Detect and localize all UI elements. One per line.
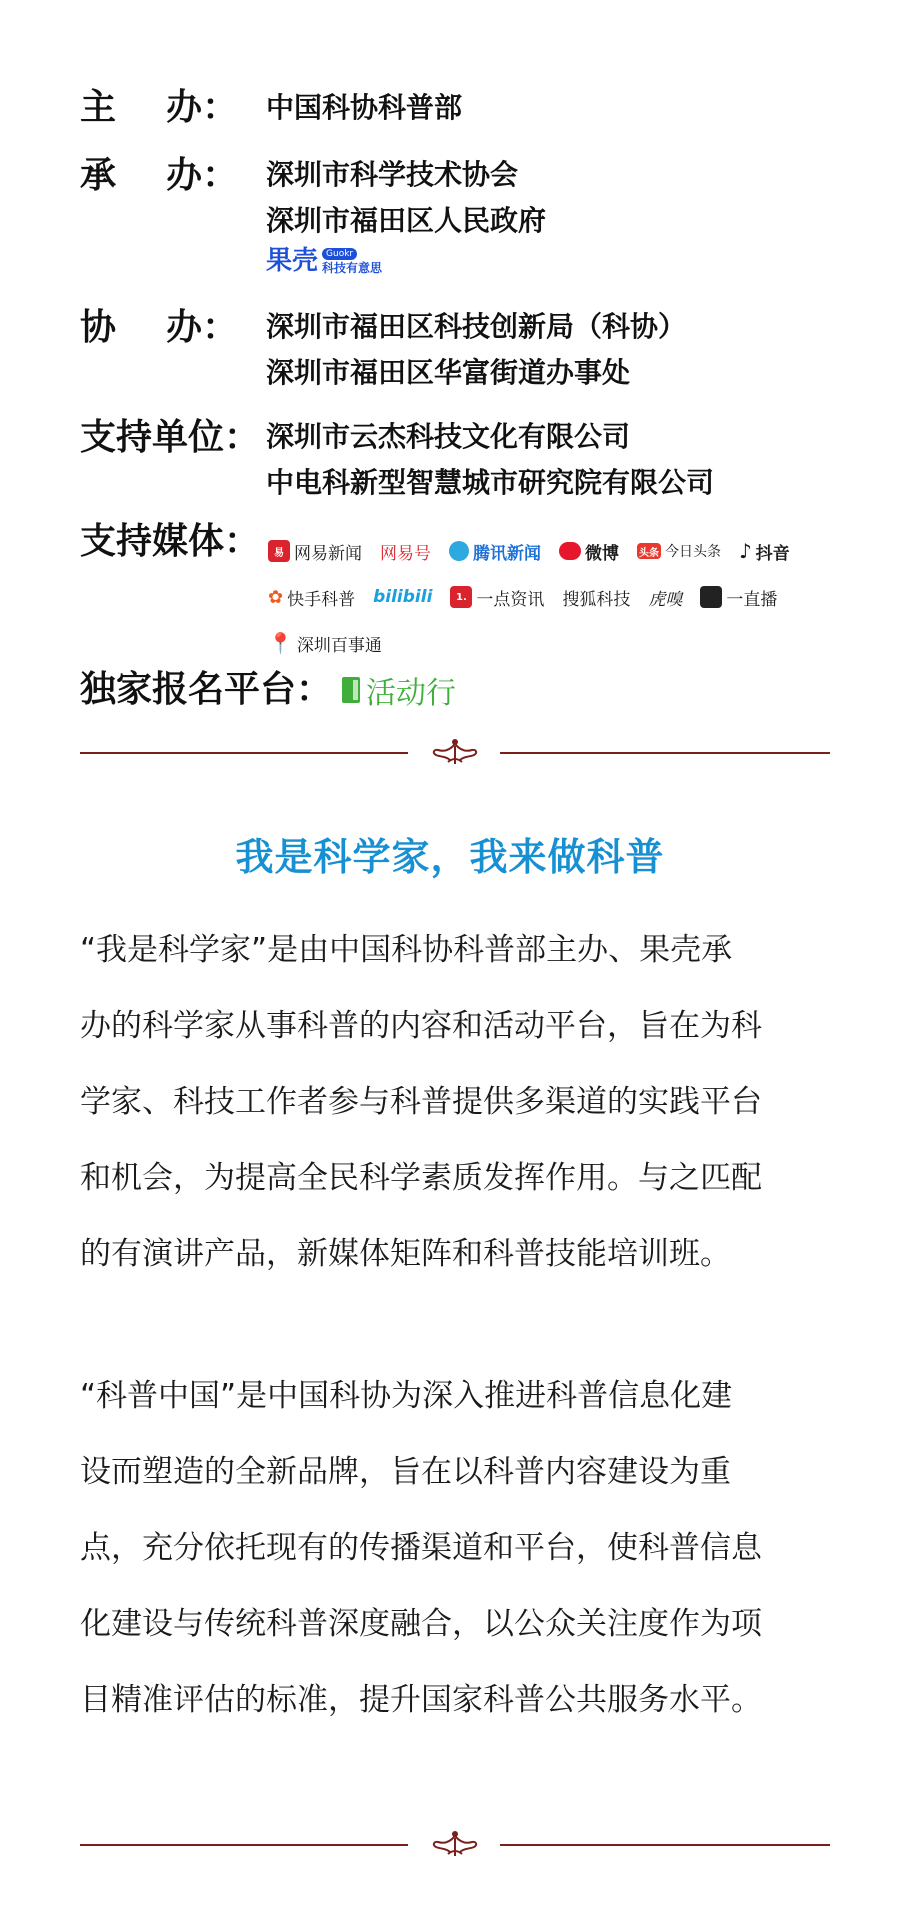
- huodongxing-logo: [342, 668, 456, 712]
- platform-row: [80, 666, 456, 714]
- support-media-label: 支持媒体：: [80, 521, 261, 562]
- media-logo: 1. 一点资讯: [450, 585, 544, 610]
- toutiao-icon: 头条: [637, 543, 661, 559]
- flourish-icon: [420, 738, 490, 768]
- media-logo: 微博: [559, 539, 619, 564]
- guoke-logo-name: 果壳: [266, 246, 319, 276]
- media-logo: ♪ 抖音: [739, 539, 790, 564]
- undertaker-label: 承 办：: [80, 155, 239, 196]
- ornamental-divider: [80, 1830, 830, 1860]
- co-organizer-value-1: 深圳市福田区科技创新局（科协）: [266, 310, 687, 343]
- weibo-icon: [559, 542, 581, 560]
- flourish-icon: [420, 1830, 490, 1860]
- media-logo: 📍 深圳百事通: [268, 631, 382, 656]
- book-icon: [342, 677, 360, 703]
- douyin-icon: ♪: [739, 539, 752, 563]
- yidian-icon: 1.: [450, 586, 472, 608]
- paragraph-2: [80, 1358, 830, 1738]
- paragraph-line: “科普中国”是中国科协为深入推进科普信息化建: [80, 1378, 733, 1414]
- media-logo-grid: [268, 528, 868, 666]
- media-logo: 头条 今日头条: [639, 544, 721, 560]
- platform-label: 独家报名平台：: [80, 669, 333, 710]
- host-value: 中国科协科普部: [266, 91, 463, 124]
- paragraph-line: 目精准评估的标准，提升国家科普公共服务水平。: [80, 1682, 762, 1718]
- media-logo: 网易号: [380, 543, 431, 564]
- co-organizer-value-2: 深圳市福田区华富街道办事处: [266, 356, 631, 389]
- paragraph-line: “我是科学家”是由中国科协科普部主办、果壳承: [80, 932, 733, 968]
- paragraph-line: 点，充分依托现有的传播渠道和平台，使科普信息: [80, 1530, 762, 1566]
- paragraph-line: 的有演讲产品，新媒体矩阵和科普技能培训班。: [80, 1236, 731, 1272]
- host-label: 主 办：: [80, 87, 239, 128]
- media-logo-row: [268, 574, 868, 620]
- support-media-row: [80, 518, 260, 566]
- support-units-row: [80, 414, 714, 506]
- ornamental-divider: [80, 738, 830, 768]
- paragraph-line: 设而塑造的全新品牌，旨在以科普内容建设为重: [80, 1454, 731, 1490]
- media-logo: 虎嗅: [648, 589, 683, 610]
- media-logo-row: [268, 620, 868, 666]
- paragraph-line: 学家、科技工作者参与科普提供多渠道的实践平台: [80, 1084, 762, 1120]
- co-organizer-row: [80, 304, 686, 396]
- section-heading: 我是科学家，我来做科普: [235, 835, 665, 879]
- netease-icon: 易: [268, 540, 290, 562]
- undertaker-row: [80, 152, 546, 276]
- paragraph-line: 和机会，为提高全民科学素质发挥作用。与之匹配: [80, 1160, 762, 1196]
- guoke-logo-tagline: 科技有意思: [322, 261, 383, 275]
- host-row: [80, 84, 462, 132]
- media-logo: bilibili: [373, 587, 433, 607]
- guoke-logo-badge: Guokr: [322, 248, 357, 260]
- tencent-icon: [449, 541, 469, 561]
- undertaker-value-1: 深圳市科学技术协会: [266, 158, 519, 191]
- media-logo: 搜狐科技: [562, 589, 631, 610]
- kuaishou-icon: ✿: [268, 586, 284, 608]
- support-units-label: 支持单位：: [80, 417, 261, 458]
- media-logo: 一直播: [700, 585, 777, 610]
- paragraph-1: [80, 912, 830, 1292]
- platform-name: 活动行: [366, 676, 457, 711]
- support-units-value-1: 深圳市云杰科技文化有限公司: [266, 420, 631, 453]
- media-logo: ✿ 快手科普: [268, 586, 356, 610]
- yizhibo-icon: [700, 586, 722, 608]
- support-units-value-2: 中电科新型智慧城市研究院有限公司: [266, 466, 715, 499]
- media-logo: 腾讯新闻: [449, 539, 541, 564]
- location-pin-icon: 📍: [268, 631, 293, 655]
- media-logo: 易 网易新闻: [268, 539, 362, 564]
- undertaker-value-2: 深圳市福田区人民政府: [266, 204, 547, 237]
- co-organizer-label: 协 办：: [80, 307, 239, 348]
- guoke-logo: [266, 246, 546, 276]
- paragraph-line: 化建设与传统科普深度融合，以公众关注度作为项: [80, 1606, 762, 1642]
- media-logo-row: [268, 528, 868, 574]
- paragraph-line: 办的科学家从事科普的内容和活动平台，旨在为科: [80, 1008, 762, 1044]
